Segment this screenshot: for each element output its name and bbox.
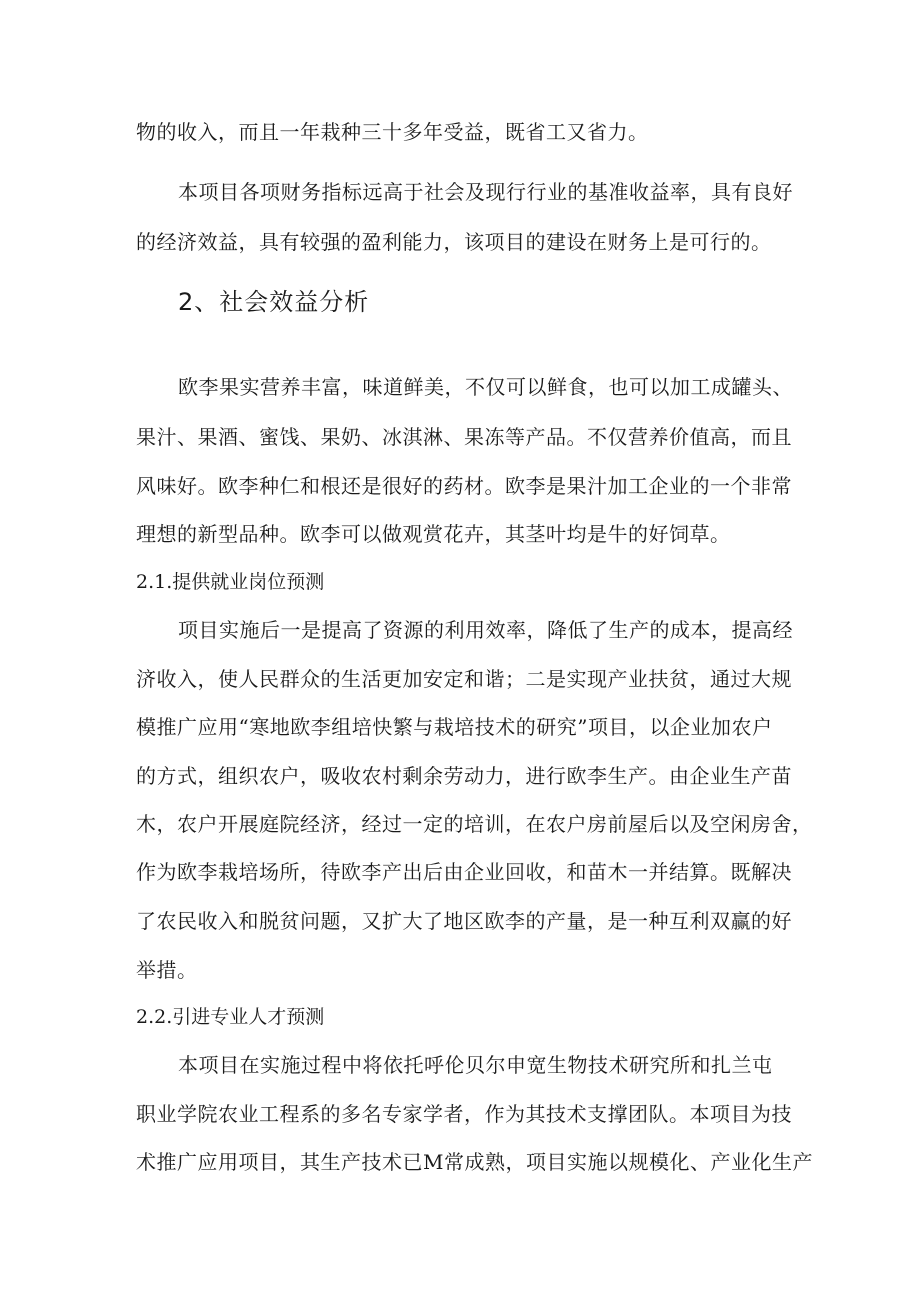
section2-paragraph-line: 欧李果实营养丰富，味道鲜美，不仅可以鲜食，也可以加工成罐头、 — [178, 375, 793, 399]
section2-2-paragraph-line: 职业学院农业工程系的多名专家学者，作为其技术支撑团队。本项目为技 — [136, 1102, 792, 1126]
section2-1-paragraph-line: 项目实施后一是提高了资源的利用效率，降低了生产的成本，提高经 — [178, 618, 793, 642]
section-heading: 2、社会效益分析 — [178, 288, 370, 316]
section2-paragraph-line: 风味好。欧李种仁和根还是很好的药材。欧李是果汁加工企业的一个非常 — [136, 474, 792, 498]
intro-line: 物的收入，而且一年栽种三十多年受益，既省工又省力。 — [136, 120, 649, 144]
section2-1-paragraph-line: 的方式，组织农户，吸收农村剩余劳动力，进行欧李生产。由企业生产苗 — [136, 764, 792, 788]
section2-paragraph-line: 果汁、果酒、蜜饯、果奶、冰淇淋、果冻等产品。不仅营养价值高，而且 — [136, 425, 792, 449]
section2-1-paragraph-line: 举措。 — [136, 958, 198, 982]
section2-2-paragraph-line: 本项目在实施过程中将依托呼伦贝尔申宽生物技术研究所和扎兰屯 — [178, 1053, 773, 1077]
intro-paragraph-line: 的经济效益，具有较强的盈利能力，该项目的建设在财务上是可行的。 — [136, 230, 772, 254]
section2-1-paragraph-line: 作为欧李栽培场所，待欧李产出后由企业回收，和苗木一并结算。既解决 — [136, 860, 792, 884]
section2-1-paragraph-line: 木，农户开展庭院经济，经过一定的培训，在农户房前屋后以及空闲房舍， — [136, 812, 813, 836]
section2-paragraph-line: 理想的新型品种。欧李可以做观赏花卉，其茎叶均是牛的好饲草。 — [136, 522, 731, 546]
section2-1-paragraph-line: 模推广应用“寒地欧李组培快繁与栽培技术的研究”项目，以企业加农户 — [136, 715, 773, 739]
section2-2-paragraph-line: 术推广应用项目，其生产技术已M常成熟，项目实施以规模化、产业化生产 — [136, 1150, 813, 1174]
intro-paragraph-line: 本项目各项财务指标远高于社会及现行行业的基准收益率，具有良好 — [178, 180, 793, 204]
section2-1-paragraph-line: 济收入，使人民群众的生活更加安定和谐；二是实现产业扶贫，通过大规 — [136, 667, 792, 691]
subsection-heading: 2.2.引进专业人才预测 — [136, 1006, 325, 1028]
section2-1-paragraph-line: 了农民收入和脱贫问题，又扩大了地区欧李的产量，是一种互利双赢的好 — [136, 909, 792, 933]
subsection-heading: 2.1.提供就业岗位预测 — [136, 571, 325, 593]
